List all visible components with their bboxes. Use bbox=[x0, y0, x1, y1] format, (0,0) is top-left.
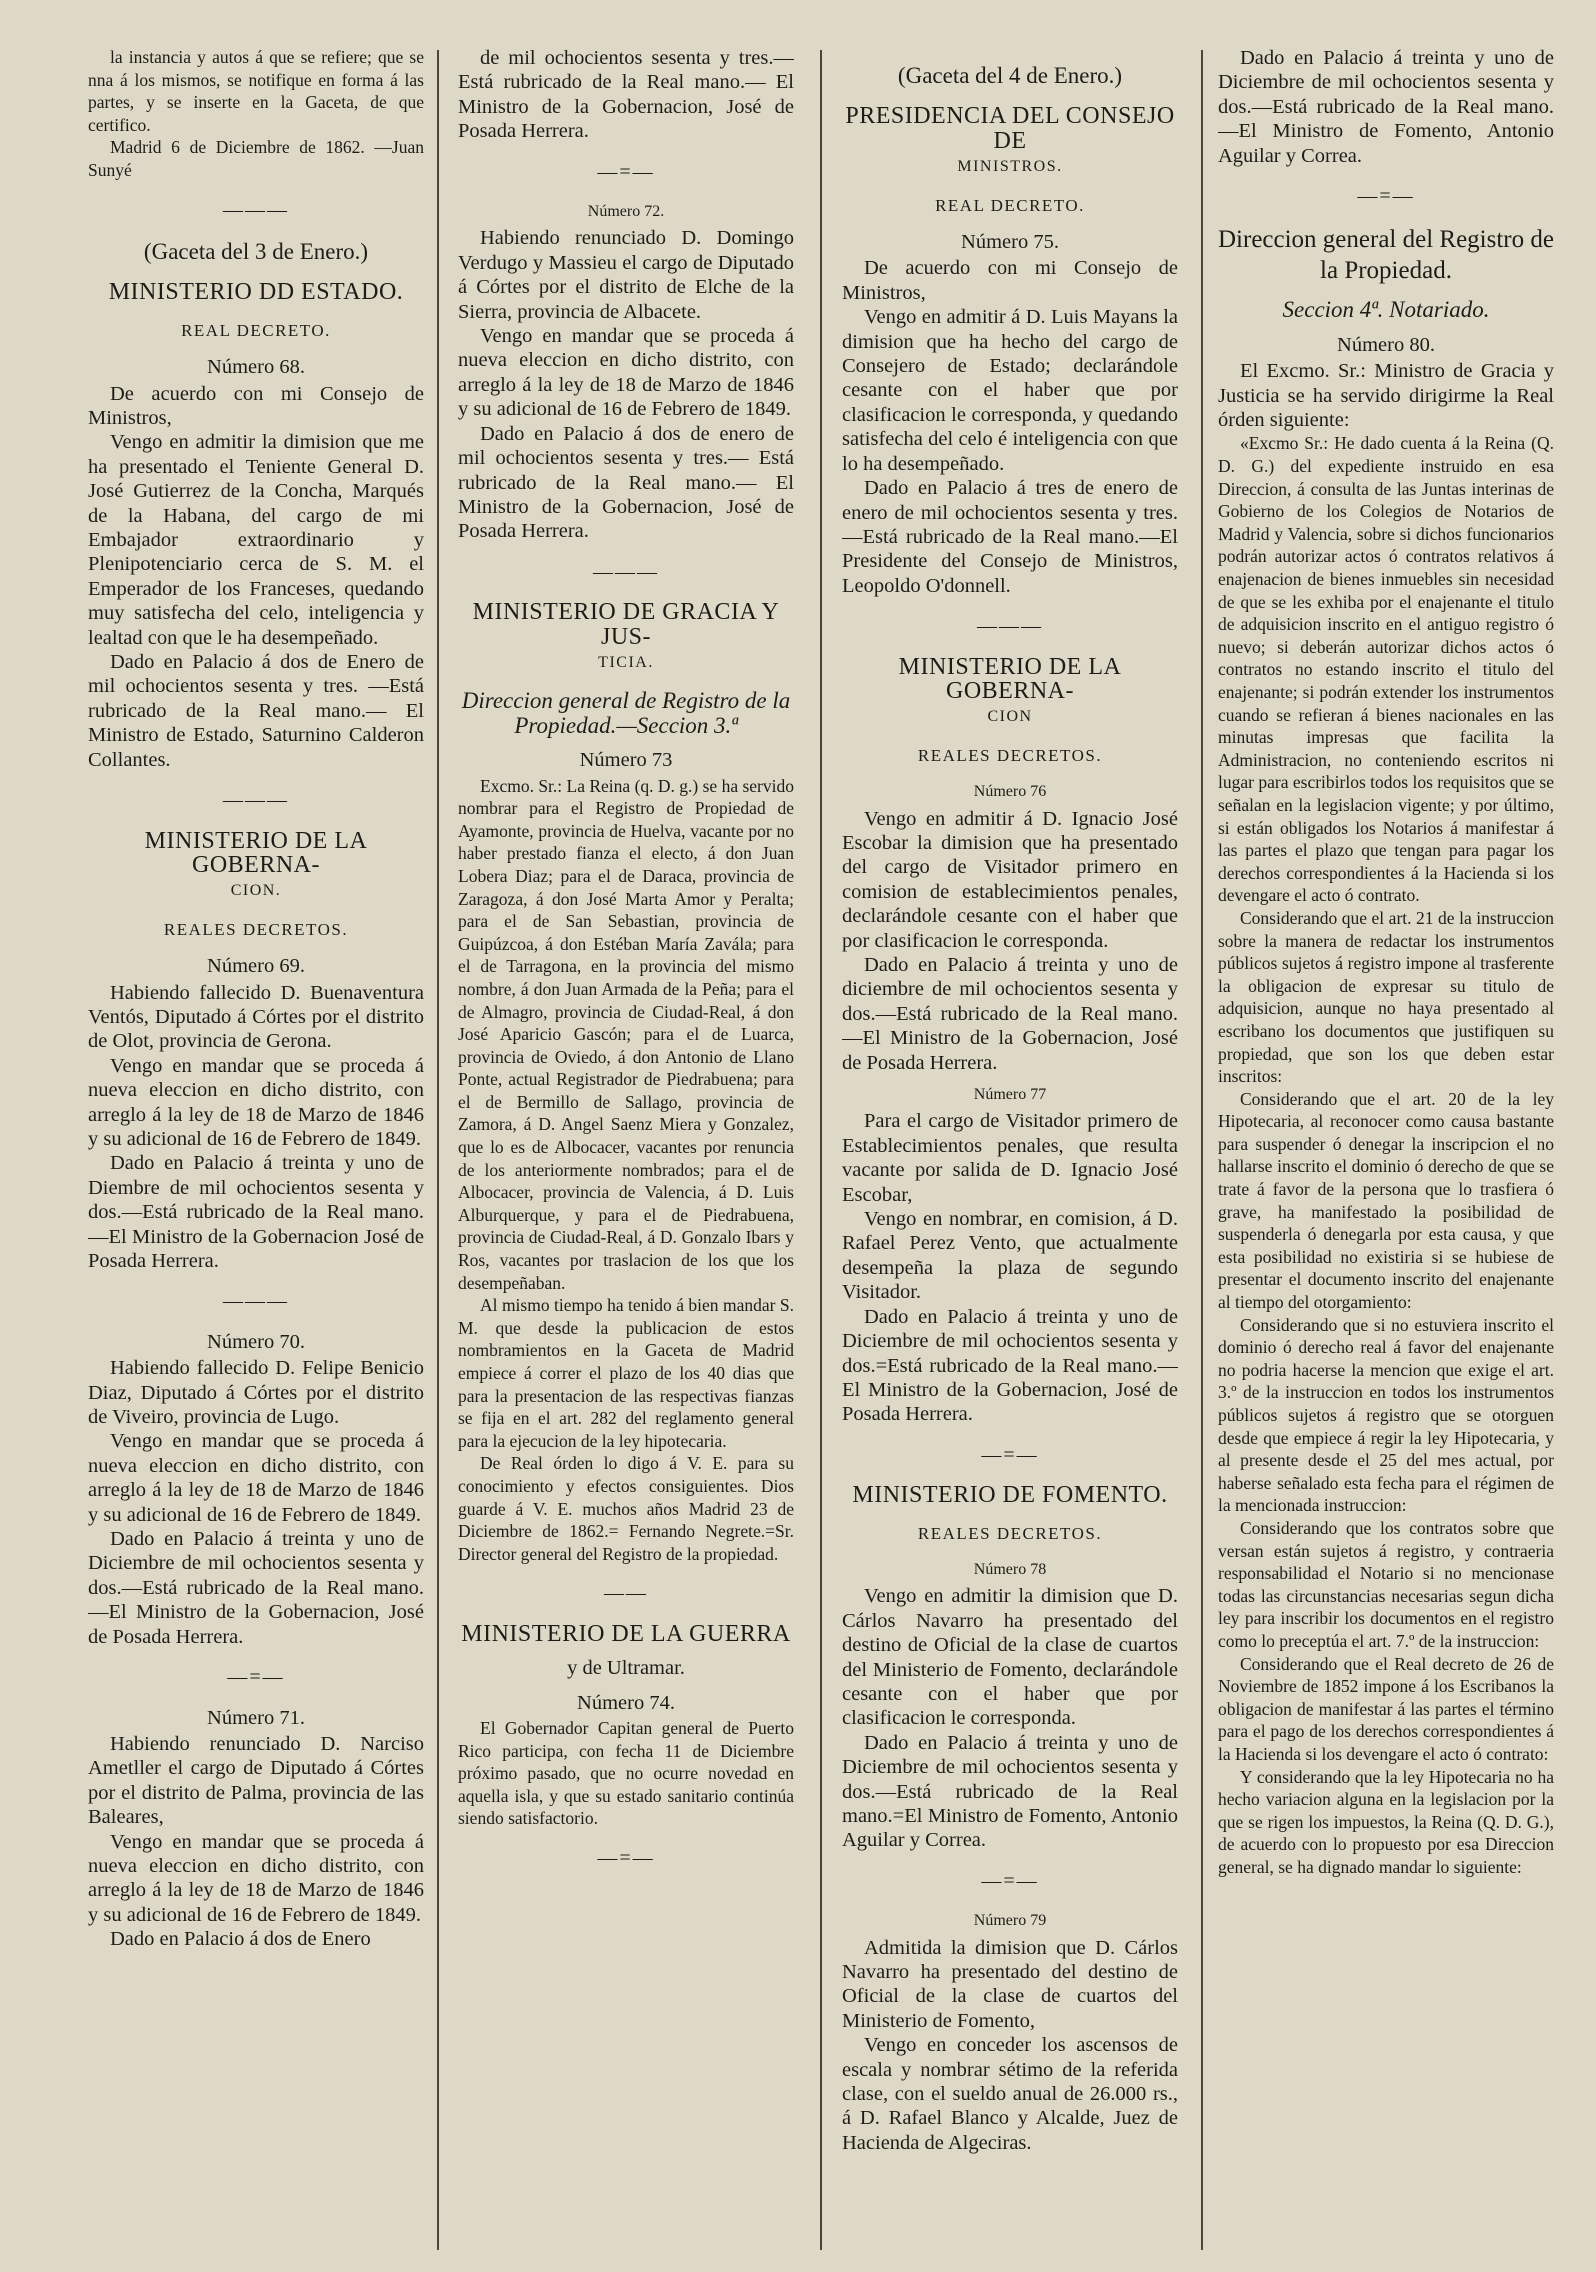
paragraph: Admitida la dimision que D. Cárlos Navarro ha presentado del destino de Oficial de la clase de cuartos del Ministerio de Fomento, bbox=[842, 1936, 1178, 2032]
paragraph: Vengo en mandar que se proceda á nueva eleccion en dicho distrito, con arreglo á la ley de 18 de Marzo de 1846 y su adicional de 16 de Febrero de 1849. bbox=[88, 1830, 424, 1926]
paragraph-small: Considerando que el art. 21 de la instruccion sobre la manera de redactar los instrumentos públicos sujetos á registro impone al trasferente la obligacion de expresar su titulo de adquisicion, aunque no haya presentado al escribano los documentos que justifiquen su propiedad, que son los que deben estar inscritos: bbox=[1218, 907, 1554, 1087]
column-rule bbox=[437, 50, 439, 2250]
paragraph: Dado en Palacio á treinta y uno de diciembre de mil ochocientos sesenta y dos.—Está rubricado de la Real mano.—El Ministro de la Gobernacion, José de Posada Herrera. bbox=[842, 954, 1178, 1074]
decree-number: Número 74. bbox=[577, 1691, 675, 1714]
paragraph: De acuerdo con mi Consejo de Ministros, bbox=[842, 257, 1178, 304]
paragraph: Dado en Palacio á treinta y uno de Diembre de mil ochocientos sesenta y dos.—Está rubricado de la Real mano.—El Ministro de la Gobernacion José de Posada Herrera. bbox=[88, 1152, 424, 1272]
ministry-heading: MINISTERIO DE GRACIA Y JUS- bbox=[472, 599, 780, 650]
paragraph: Vengo en admitir la dimision que me ha presentado el Teniente General D. José Gutierrez de la Concha, Marqués de la Habana, del cargo de mi Embajador extraordinario y Plenipotenciario cerca de S. M. el Emperador de los Franceses, quedando muy satisfecha del celo, inteligencia y lealtad con que le ha desempeñado. bbox=[88, 431, 424, 649]
paragraph: de mil ochocientos sesenta y tres.—Está rubricado de la Real mano.— El Ministro de la Gobernacion, José de Posada Herrera. bbox=[458, 47, 794, 143]
column-1 bbox=[88, 46, 424, 2256]
decree-number: Número 72. bbox=[587, 203, 665, 221]
decree-type-heading: REAL DECRETO. bbox=[181, 320, 331, 340]
paragraph: Dado en Palacio á dos de Enero bbox=[110, 1928, 371, 1951]
direction-heading: Direccion general del Registro de la Propiedad. bbox=[1218, 226, 1554, 285]
ministry-heading: MINISTERIO DE LA GUERRA bbox=[461, 1620, 791, 1647]
decree-type-heading: REALES DECRETOS. bbox=[163, 919, 349, 939]
decree-number: Número 76 bbox=[973, 783, 1047, 801]
paragraph-small: De Real órden lo digo á V. E. para su conocimiento y efectos consiguientes. Dios guarde á V. E. muchos años Madrid 23 de Diciembre de 1862.= Fernando Negrete.=Sr. Director general del Registro de la propiedad. bbox=[458, 1453, 794, 1564]
decree-number: Número 73 bbox=[579, 749, 673, 772]
paragraph: Vengo en mandar que se proceda á nueva eleccion en dicho distrito, con arreglo á la ley de 18 de Marzo de 1846 y su adicional de 16 de Febrero de 1849. bbox=[88, 1430, 424, 1526]
paragraph-small: Y considerando que la ley Hipotecaria no ha hecho variacion alguna en la legislacion por la que se rigen los impuestos, la Reina (Q. D. G.), de acuerdo con lo propuesto por esa Direccion general, se ha dignado mandar lo siguiente: bbox=[1218, 1766, 1554, 1877]
paragraph: Dado en Palacio á treinta y uno de Diciembre de mil ochocientos sesenta y dos.—Está rubricado de la Real mano.—El Ministro de la Gobernacion, José de Posada Herrera. bbox=[88, 1528, 424, 1648]
ministry-subheading: TICIA. bbox=[598, 653, 654, 671]
paragraph: Vengo en admitir la dimision que D. Cárlos Navarro ha presentado del destino de Oficial de la clase de cuartos del Ministerio de Fomento, declarándole cesante con el haber que por clasificacion le corresponda. bbox=[842, 1585, 1178, 1730]
paragraph: Vengo en nombrar, en comision, á D. Rafael Perez Vento, que actualmente desempeña la plaza de segundo Visitador. bbox=[842, 1208, 1178, 1304]
paragraph-small: Considerando que los contratos sobre que versan están sujetos á registro, y contraeria responsabilidad el Notario si no mencionase todas las circunstancias necesarias segun dicha ley para inscribir los documentos en el registro como lo preceptúa el art. 7.º de la instruccion: bbox=[1218, 1517, 1554, 1651]
paragraph: Habiendo fallecido D. Buenaventura Ventós, Diputado á Córtes por el distrito de Olot, provincia de Gerona. bbox=[88, 981, 424, 1053]
ministry-heading: MINISTERIO DE LA GOBERNA- bbox=[898, 653, 1122, 704]
section-separator: ——— bbox=[977, 615, 1043, 638]
paragraph: Vengo en mandar que se proceda á nueva eleccion en dicho distrito, con arreglo á la ley de 18 de Marzo de 1846 y su adicional de 16 de Febrero de 1849. bbox=[88, 1054, 424, 1150]
paragraph: Para el cargo de Visitador primero de Establecimientos penales, que resulta vacante por salida de D. Ignacio José Escobar, bbox=[842, 1110, 1178, 1206]
section-separator: —=— bbox=[597, 1846, 655, 1869]
paragraph: Vengo en admitir á D. Ignacio José Escobar la dimision que ha presentado del cargo de Visitador primero en comision de establecimientos penales, declarándole cesante con el haber que por clasificacion le corresponda. bbox=[842, 807, 1178, 952]
paragraph-small: Al mismo tiempo ha tenido á bien mandar S. M. que desde la publicacion de estos nombramientos en la Gaceta de Madrid empiece á correr el plazo de los 40 dias que para la presentacion de las respectivas fianzas se fija en el art. 282 del reglamento general para la ejecucion de la ley hipotecaria. bbox=[458, 1295, 794, 1451]
paragraph-small: «Excmo Sr.: He dado cuenta á la Reina (Q. D. G.) del expediente instruido en esa Direccion, á consulta de las Juntas interinas de Gobierno de los Colegios de Notarios de Madrid y Valencia, sobre si dichos funcionarios podrán autorizar actos ó contratos relativos á enajenacion de bienes inmuebles sin necesidad de que se les exhiba por el enajenante el titulo de adquisicion inscrito en el antiguo registro ó nuevo; si deberán autorizar dichos actos ó contratos no estando inscrito el titulo del enajenante; si podrán extender los instrumentos cuando se refieran á bienes nacionales en las minutas impresas que facilita la Administracion, no conteniendo escritos ni lugar para escribirlos todos los requisitos que se señalan en la legislacion vigente; y por último, si están obligados los Notarios á manifestar á las partes el plazo que tengan para pagar los derechos correspondientes á la Hacienda si los devengare el acto ó contrato. bbox=[1218, 433, 1554, 906]
ministry-heading: MINISTERIO DD ESTADO. bbox=[108, 279, 404, 306]
section-heading: Seccion 4ª. Notariado. bbox=[1282, 297, 1490, 323]
paragraph: Dado en Palacio á treinta y uno de Diciembre de mil ochocientos sesenta y dos.—Está rubricado de la Real mano.=El Ministro de Fomento, Antonio Aguilar y Correa. bbox=[842, 1731, 1178, 1852]
paragraph-small: El Gobernador Capitan general de Puerto Rico participa, con fecha 11 de Diciembre próximo pasado, que no ocurre novedad en aquella isla, y que su estado sanitario continúa siendo satisfactorio. bbox=[458, 1717, 794, 1829]
ministry-heading: PRESIDENCIA DEL CONSEJO DE bbox=[845, 103, 1175, 154]
section-separator: —=— bbox=[227, 1666, 285, 1689]
gaceta-date-heading: (Gaceta del 4 de Enero.) bbox=[897, 63, 1123, 88]
decree-type-heading: REAL DECRETO. bbox=[935, 195, 1085, 215]
paragraph: Habiendo renunciado D. Narciso Ametller el cargo de Diputado á Córtes por el distrito de Palma, provincia de las Baleares, bbox=[88, 1732, 424, 1829]
decree-number: Número 69. bbox=[207, 955, 305, 978]
ministry-heading: MINISTERIO DE FOMENTO. bbox=[852, 1482, 1168, 1509]
paragraph: Vengo en mandar que se proceda á nueva eleccion en dicho distrito, con arreglo á la ley de 18 de Marzo de 1846 y su adicional de 16 de Febrero de 1849. bbox=[458, 325, 794, 421]
decree-number: Número 79 bbox=[973, 1912, 1047, 1930]
column-2 bbox=[458, 46, 794, 2256]
paragraph: Dado en Palacio á dos de Enero de mil ochocientos sesenta y tres. —Está rubricado de la Real mano.— El Ministro de Estado, Saturnino Calderon Collantes. bbox=[88, 651, 424, 771]
section-separator: ——— bbox=[223, 198, 289, 221]
paragraph-small: Considerando que si no estuviera inscrito el dominio ó derecho real á favor del enajenante no podria hacerse la mencion que exige el art. 3.º de la instruccion en todos los instrumentos públicos sujetos á registro que se otorguen desde que empiece á regir la ley Hipotecaria, y al presente desde el 25 del mes actual, por haberse señalado esta fecha para el régimen de la mencionada instruccion: bbox=[1218, 1314, 1554, 1516]
section-separator: —=— bbox=[597, 160, 655, 183]
ministry-subheading: MINISTROS. bbox=[957, 158, 1063, 176]
paragraph-small: Considerando que el Real decreto de 26 de Noviembre de 1852 impone á los Escribanos la obligacion de manifestar á las partes el término para el pago de los derechos correspondientes á la Hacienda si los devengare el acto ó contrato: bbox=[1218, 1653, 1554, 1764]
section-separator: —=— bbox=[1357, 185, 1415, 208]
paragraph: Dado en Palacio á treinta y uno de Diciembre de mil ochocientos sesenta y dos.—Está rubricado de la Real mano.—El Ministro de Fomento, Antonio Aguilar y Correa. bbox=[1218, 47, 1554, 167]
ministry-subheading: CION bbox=[987, 708, 1033, 726]
paragraph: Habiendo fallecido D. Felipe Benicio Diaz, Diputado á Córtes por el distrito de Viveiro, provincia de Lugo. bbox=[88, 1357, 424, 1429]
section-separator: ——— bbox=[223, 789, 289, 812]
section-separator: —=— bbox=[981, 1869, 1039, 1892]
paragraph: Vengo en conceder los ascensos de escala y nombrar sétimo de la referida clase, con el sueldo anual de 26.000 rs., á D. Rafael Blanco y Alcalde, Juez de Hacienda de Algeciras. bbox=[842, 2034, 1178, 2154]
column-4 bbox=[1218, 46, 1554, 2256]
section-separator: —— bbox=[604, 1582, 648, 1605]
decree-number: Número 75. bbox=[961, 231, 1059, 254]
decree-type-heading: REALES DECRETOS. bbox=[917, 1523, 1103, 1543]
decree-number: Número 68. bbox=[207, 356, 305, 379]
column-3 bbox=[842, 46, 1178, 2256]
column-rule bbox=[820, 50, 822, 2250]
gaceta-date-heading: (Gaceta del 3 de Enero.) bbox=[143, 238, 369, 264]
section-separator: ——— bbox=[223, 1290, 289, 1313]
decree-number: Número 71. bbox=[207, 1706, 305, 1729]
paragraph: Habiendo renunciado D. Domingo Verdugo y Massieu el cargo de Diputado á Córtes por el distrito de Elche de la Sierra, provincia de Albacete. bbox=[458, 227, 794, 323]
ministry-subheading: y de Ultramar. bbox=[567, 1657, 685, 1680]
ministry-heading: MINISTERIO DE LA GOBERNA- bbox=[144, 827, 368, 878]
paragraph-small: Madrid 6 de Diciembre de 1862. —Juan Sunyé bbox=[88, 137, 424, 180]
decree-type-heading: REALES DECRETOS. bbox=[917, 745, 1103, 765]
column-rule bbox=[1201, 50, 1203, 2250]
decree-number: Número 77 bbox=[973, 1086, 1047, 1104]
decree-number: Número 80. bbox=[1337, 333, 1435, 356]
paragraph-small: Excmo. Sr.: La Reina (q. D. g.) se ha servido nombrar para el Registro de Propiedad de Ayamonte, provincia de Huelva, vacante por no haber prestado fianza el electo, á don Juan Lobera Diaz; para el de Daraca, provincia de Zaragoza, á don José Marta Amor y Peralta; para el de San Sebastian, provincia de Guipúzcoa, á don Estéban María Zavála; para el de Tarragona, en la provincia del mismo nombre, á don Juan Armada de la Peña; para el de Almagro, provincia de Ciudad-Real, á don José Aparicio Gascón; para el de Luarca, provincia de Oviedo, á don Antonio de Llano Ponte, actual Registrador de Piedrabuena; para el de Bermillo de Sallago, provincia de Zamora, á D. Angel Saenz Miera y Gonzalez, que lo es de Albocacer, vacantes por renuncia de los anteriormente nombrados; para el de Albocacer, provincia de Valencia, á D. Luis Alburquerque, y para el de Piedrabuena, provincia de Ciudad-Real, á D. Gonzalo Ibars y Ros, vacantes por traslacion de los que los desempeñaban. bbox=[458, 775, 794, 1293]
paragraph-small: la instancia y autos á que se refiere; que se nna á los mismos, se notifique en forma á las partes, y se inserte en la Gaceta, de que certifico. bbox=[88, 47, 424, 135]
paragraph-small: Considerando que el art. 20 de la ley Hipotecaria, al reconocer como causa bastante para suspender ó denegar la inscripcion el no hallarse inscrito el dominio ó derecho de que se trate á favor de la persona que lo trasfiera ó grave, ha manifestado la posibilidad de suspenderla ó denegarla por esta causa, y que esta posibilidad no existiria si se hubiese de presentar el documento inscrito del enajenante al tiempo del otorgamiento: bbox=[1218, 1088, 1554, 1313]
paragraph: Dado en Palacio á treinta y uno de Diciembre de mil ochocientos sesenta y dos.=Está rubricado de la Real mano.—El Ministro de la Gobernacion, José de Posada Herrera. bbox=[842, 1305, 1178, 1426]
decree-number: Número 78 bbox=[973, 1560, 1047, 1578]
paragraph: Vengo en admitir á D. Luis Mayans la dimision que ha hecho del cargo de Consejero de Estado; declarándole cesante con el haber que por clasificacion le corresponda, y quedando satisfecha del celo é inteligencia con que lo ha desempeñado. bbox=[842, 306, 1178, 475]
decree-number: Número 70. bbox=[207, 1330, 305, 1353]
section-separator: —=— bbox=[981, 1443, 1039, 1466]
ministry-subheading: CION. bbox=[230, 882, 282, 900]
section-separator: ——— bbox=[593, 560, 659, 583]
paragraph: Dado en Palacio á tres de enero de enero de mil ochocientos sesenta y tres.—Está rubricado de la Real mano.—El Presidente del Consejo de Ministros, Leopoldo O'donnell. bbox=[842, 477, 1178, 597]
paragraph: El Excmo. Sr.: Ministro de Gracia y Justicia se ha servido dirigirme la Real órden siguiente: bbox=[1218, 360, 1554, 432]
section-heading: Direccion general de Registro de la Propiedad.—Seccion 3.ª bbox=[461, 688, 791, 738]
paragraph: De acuerdo con mi Consejo de Ministros, bbox=[88, 382, 424, 429]
paragraph: Dado en Palacio á dos de enero de mil ochocientos sesenta y tres.— Está rubricado de la Real mano.— El Ministro de la Gobernacion, José de Posada Herrera. bbox=[458, 422, 794, 543]
